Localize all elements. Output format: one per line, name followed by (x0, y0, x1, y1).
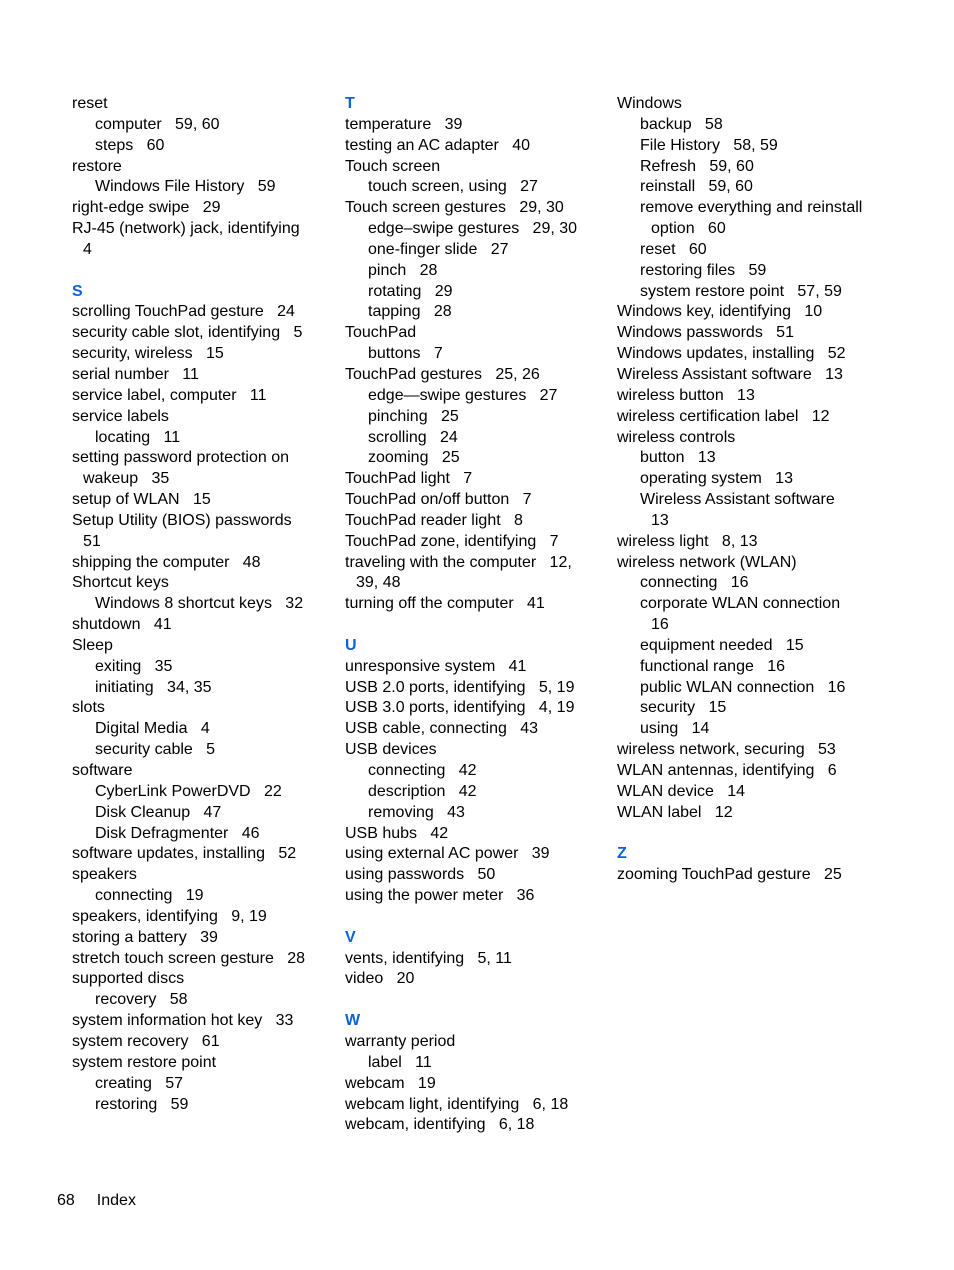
index-entry: USB 2.0 ports, identifying 5, 19 (345, 678, 575, 696)
index-entry: speakers, identifying 9, 19 (72, 907, 267, 925)
index-entry: shutdown 41 (72, 616, 172, 634)
index-entry: wireless network, securing 53 (617, 741, 836, 759)
letter-heading: T (345, 95, 355, 112)
index-subentry: system restore point 57, 59 (640, 282, 842, 300)
index-subentry: restoring files 59 (640, 261, 767, 279)
index-entry: WLAN device 14 (617, 782, 746, 800)
index-subentry: Refresh 59, 60 (640, 157, 754, 175)
index-subentry: 4 (83, 240, 92, 258)
index-subentry: wakeup 35 (83, 470, 170, 488)
index-entry: video 20 (345, 970, 415, 988)
index-entry: Windows passwords 51 (617, 324, 794, 342)
index-entry: vents, identifying 5, 11 (345, 949, 512, 967)
index-entry: system restore point (72, 1053, 217, 1071)
index-entry: setting password protection on (72, 449, 290, 467)
index-subentry: 51 (83, 532, 101, 550)
index-entry: Shortcut keys (72, 574, 169, 592)
index-entry: software updates, installing 52 (72, 845, 297, 863)
index-entry: TouchPad (345, 324, 417, 342)
index-subentry: computer 59, 60 (95, 115, 220, 133)
letter-heading: W (345, 1012, 361, 1030)
index-subentry: backup 58 (640, 115, 723, 133)
index-subentry: touch screen, using 27 (368, 178, 538, 196)
index-entry: system information hot key 33 (72, 1012, 294, 1030)
index-entry: USB 3.0 ports, identifying 4, 19 (345, 699, 575, 717)
index-subentry: Digital Media 4 (95, 720, 210, 738)
index-entry: Wireless Assistant software 13 (617, 365, 843, 383)
index-subentry: pinch 28 (368, 261, 438, 279)
index-subentry: 13 (651, 511, 669, 529)
index-subentry: initiating 34, 35 (95, 678, 212, 696)
index-entry: storing a battery 39 (72, 928, 218, 946)
index-entry: scrolling TouchPad gesture 24 (72, 303, 295, 321)
index-subentry: Disk Defragmenter 46 (95, 824, 260, 842)
index-subentry: zooming 25 (368, 449, 460, 467)
index-entry: Windows (617, 95, 682, 112)
index-subentry: CyberLink PowerDVD 22 (95, 782, 282, 800)
index-subentry: scrolling 24 (368, 428, 458, 446)
index-entry: WLAN antennas, identifying 6 (617, 762, 837, 779)
page-footer (57, 1191, 136, 1211)
letter-heading: S (72, 282, 83, 300)
index-subentry: exiting 35 (95, 657, 173, 675)
section-spacer (617, 824, 885, 845)
index-subentry: equipment needed 15 (640, 636, 804, 654)
index-subentry: connecting 16 (640, 574, 749, 592)
index-subentry: pinching 25 (368, 407, 459, 425)
index-subentry: rotating 29 (368, 282, 453, 300)
index-entry: webcam 19 (345, 1074, 436, 1092)
page-number: 68 (57, 1192, 75, 1209)
index-entry: restore (72, 157, 122, 175)
section-spacer (72, 261, 340, 282)
index-entry: software (72, 762, 133, 779)
index-entry: warranty period (345, 1032, 456, 1050)
section-spacer (345, 615, 613, 636)
index-entry: temperature 39 (345, 115, 463, 133)
index-entry: Windows key, identifying 10 (617, 303, 823, 321)
index-entry: Touch screen (345, 157, 441, 175)
index-subentry: public WLAN connection 16 (640, 678, 846, 696)
index-entry: USB cable, connecting 43 (345, 720, 539, 738)
index-subentry: 39, 48 (356, 574, 401, 592)
index-subentry: description 42 (368, 782, 477, 800)
index-subentry: edge—swipe gestures 27 (368, 386, 558, 404)
index-entry: using passwords 50 (345, 866, 496, 884)
index-entry: using the power meter 36 (345, 887, 535, 905)
index-subentry: steps 60 (95, 136, 165, 154)
index-entry: reset (72, 95, 108, 112)
letter-heading: Z (617, 845, 627, 863)
index-entry: service label, computer 11 (72, 386, 267, 404)
index-entry: Setup Utility (BIOS) passwords (72, 511, 292, 529)
index-subentry: restoring 59 (95, 1095, 189, 1113)
index-subentry: Wireless Assistant software (640, 491, 835, 509)
index-subentry: remove everything and reinstall (640, 199, 863, 217)
index-subentry: buttons 7 (368, 345, 443, 363)
index-entry: webcam, identifying 6, 18 (345, 1116, 535, 1134)
index-subentry: operating system 13 (640, 470, 793, 488)
index-entry: USB devices (345, 741, 437, 759)
index-entry: unresponsive system 41 (345, 657, 527, 675)
index-entry: supported discs (72, 970, 185, 988)
index-entry: turning off the computer 41 (345, 595, 545, 613)
index-subentry: corporate WLAN connection (640, 595, 841, 613)
index-subentry: creating 57 (95, 1074, 184, 1092)
index-entry: Touch screen gestures 29, 30 (345, 199, 564, 217)
index-entry: serial number 11 (72, 365, 199, 383)
index-subentry: Windows File History 59 (95, 178, 276, 196)
index-entry: testing an AC adapter 40 (345, 136, 531, 154)
letter-heading: V (345, 928, 356, 946)
index-subentry: Disk Cleanup 47 (95, 803, 222, 821)
index-entry: WLAN label 12 (617, 803, 733, 821)
index-entry: TouchPad light 7 (345, 470, 473, 488)
index-entry: TouchPad on/off button 7 (345, 491, 532, 509)
index-entry: wireless network (WLAN) (617, 553, 797, 571)
index-entry: zooming TouchPad gesture 25 (617, 866, 842, 884)
index-subentry: edge–swipe gestures 29, 30 (368, 220, 578, 238)
index-subentry: label 11 (368, 1053, 432, 1071)
index-subentry: locating 11 (95, 428, 181, 446)
index-entry: stretch touch screen gesture 28 (72, 949, 306, 967)
index-entry: TouchPad zone, identifying 7 (345, 532, 559, 550)
index-subentry: option 60 (651, 220, 726, 238)
index-entry: wireless certification label 12 (617, 407, 830, 425)
index-subentry: functional range 16 (640, 657, 785, 675)
index-subentry: connecting 42 (368, 762, 477, 779)
index-subentry: removing 43 (368, 803, 465, 821)
index-entry: slots (72, 699, 105, 717)
index-entry: right-edge swipe 29 (72, 199, 221, 217)
section-name: Index (96, 1192, 136, 1209)
index-subentry: button 13 (640, 449, 716, 467)
index-entry: wireless button 13 (617, 386, 755, 404)
index-entry: traveling with the computer 12, (345, 553, 572, 571)
index-column-3 (617, 94, 885, 886)
index-entry: RJ-45 (network) jack, identifying (72, 220, 300, 238)
index-subentry: Windows 8 shortcut keys 32 (95, 595, 304, 613)
index-entry: service labels (72, 407, 169, 425)
index-subentry: reset 60 (640, 240, 707, 258)
index-column-2 (345, 94, 613, 1136)
index-entry: setup of WLAN 15 (72, 491, 211, 509)
index-entry: security cable slot, identifying 5 (72, 324, 303, 342)
index-subentry: tapping 28 (368, 303, 452, 321)
index-entry: USB hubs 42 (345, 824, 449, 842)
index-entry: TouchPad gestures 25, 26 (345, 365, 540, 383)
section-spacer (345, 990, 613, 1011)
index-subentry: connecting 19 (95, 887, 204, 905)
index-entry: wireless controls (617, 428, 736, 446)
index-subentry: security cable 5 (95, 741, 216, 759)
index-entry: system recovery 61 (72, 1032, 220, 1050)
index-subentry: File History 58, 59 (640, 136, 778, 154)
index-subentry: recovery 58 (95, 991, 188, 1009)
index-column-1 (72, 94, 340, 1115)
index-entry: shipping the computer 48 (72, 553, 261, 571)
index-entry: Sleep (72, 636, 113, 654)
index-entry: TouchPad reader light 8 (345, 511, 523, 529)
index-subentry: reinstall 59, 60 (640, 178, 753, 196)
index-entry: using external AC power 39 (345, 845, 550, 863)
index-entry: speakers (72, 866, 137, 884)
section-spacer (345, 907, 613, 928)
index-entry: wireless light 8, 13 (617, 532, 758, 550)
index-subentry: using 14 (640, 720, 710, 738)
index-entry: security, wireless 15 (72, 345, 224, 363)
index-subentry: security 15 (640, 699, 727, 717)
letter-heading: U (345, 636, 357, 654)
index-entry: Windows updates, installing 52 (617, 345, 846, 363)
index-subentry: 16 (651, 616, 669, 634)
index-subentry: one-finger slide 27 (368, 240, 509, 258)
index-entry: webcam light, identifying 6, 18 (345, 1095, 569, 1113)
